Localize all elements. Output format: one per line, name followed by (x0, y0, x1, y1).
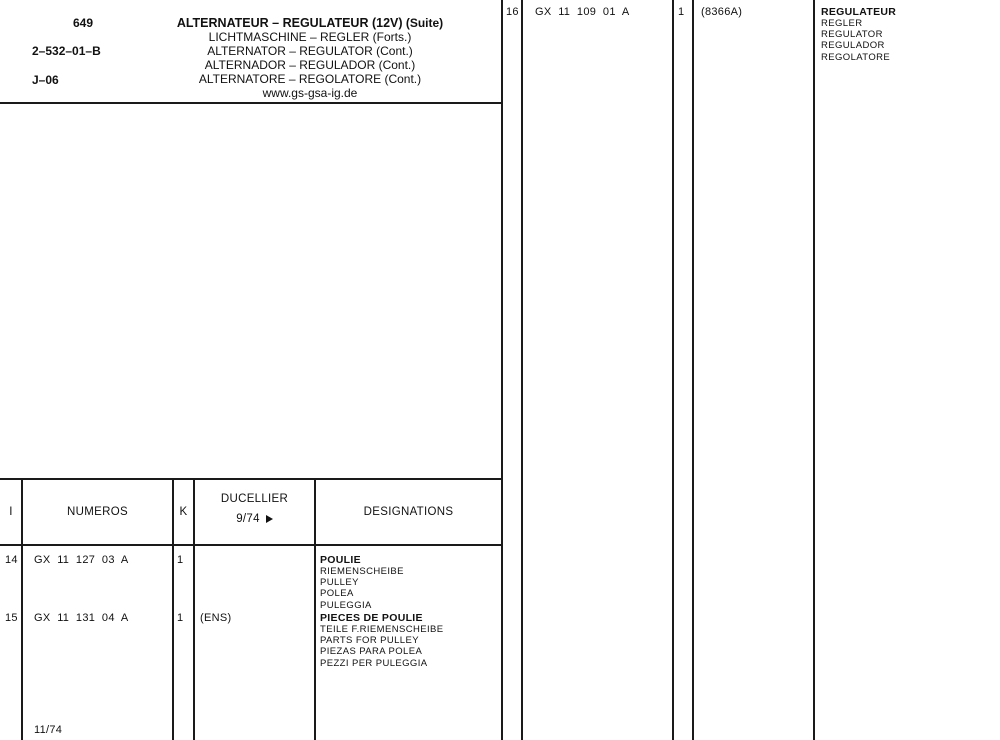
row-16-designation-main: REGULATEUR (821, 6, 897, 18)
row-16-designation-it: REGOLATORE (821, 51, 891, 63)
colhead-ducellier-date: 9/74 (236, 513, 260, 525)
colhead-ducellier-date-wrap (194, 509, 315, 529)
row-16-designation-de: REGLER (821, 18, 863, 29)
footer-date: 11/74 (34, 724, 63, 736)
title-line-es (140, 58, 480, 72)
arrow-right-icon (266, 515, 273, 523)
row-14-designation-main: POULIE (320, 554, 361, 566)
title-en-main: ALTERNATOR – REGULATOR (207, 44, 373, 58)
row-16-designation-es: REGULADOR (821, 40, 885, 52)
title-fr-suffix: (Suite) (402, 16, 444, 30)
title-fr-main: ALTERNATEUR – REGULATEUR (12V) (176, 16, 403, 30)
row-16-numero: GX 11 109 01 A (535, 6, 630, 18)
title-it-suffix: (Cont.) (381, 72, 422, 86)
title-es-main: ALTERNADOR – REGULADOR (204, 58, 376, 72)
title-line-en (140, 44, 480, 58)
row-14-designation-en: PULLEY (320, 577, 359, 589)
colhead-ducellier (194, 489, 315, 529)
row-14-designation-es: POLEA (320, 588, 354, 600)
row-14-k: 1 (177, 554, 184, 566)
row-16-k: 1 (678, 6, 685, 18)
row-15-numero: GX 11 131 04 A (34, 612, 129, 624)
row-15-designation-en: PARTS FOR PULLEY (320, 635, 419, 647)
row-15-index: 15 (5, 612, 18, 624)
title-en-suffix: (Cont.) (372, 44, 413, 58)
row-16-designation-en: REGULATOR (821, 29, 883, 41)
title-line-fr (140, 16, 480, 30)
row-15-designation-de: TEILE F.RIEMENSCHEIBE (320, 624, 444, 635)
row-16-ducellier: (8366A) (701, 6, 743, 18)
row-15-designation-es: PIEZAS PARA POLEA (320, 646, 423, 658)
title-es-suffix: (Cont.) (375, 58, 416, 72)
colhead-index: I (9, 506, 13, 518)
row-14-index: 14 (5, 554, 18, 566)
row-15-ducellier: (ENS) (200, 612, 232, 624)
row-15-k: 1 (177, 612, 184, 624)
colhead-ducellier-name: DUCELLIER (220, 493, 289, 505)
table-header-bottom-rule (0, 544, 502, 546)
row-14-designation (320, 554, 404, 611)
section-code: J–06 (32, 73, 59, 87)
title-line-it (140, 72, 480, 86)
table-header-top-rule (0, 478, 502, 480)
title-line-de (140, 30, 480, 44)
reference-code: 2–532–01–B (32, 44, 101, 58)
right-col-divider-ducellier (813, 0, 815, 740)
row-14-numero: GX 11 127 03 A (34, 554, 129, 566)
row-16-index: 16 (506, 6, 519, 18)
page-number: 649 (73, 16, 94, 30)
row-15-designation (320, 612, 443, 669)
right-col-divider-numeros (672, 0, 674, 740)
title-de-main: LICHTMASCHINE – REGLER (208, 30, 370, 44)
row-14-designation-de: RIEMENSCHEIBE (320, 566, 404, 577)
row-15-designation-main: PIECES DE POULIE (320, 612, 423, 624)
colhead-k: K (179, 506, 188, 518)
website-url[interactable]: www.gs-gsa-ig.de (262, 86, 358, 100)
row-15-designation-it: PEZZI PER PULEGGIA (320, 657, 428, 669)
header-bottom-rule (0, 102, 502, 104)
right-col-divider-k (692, 0, 694, 740)
right-col-divider-index (521, 0, 523, 740)
colhead-numeros: NUMEROS (67, 506, 128, 518)
row-14-designation-it: PULEGGIA (320, 599, 372, 611)
title-de-suffix: (Forts.) (369, 30, 412, 44)
title-it-main: ALTERNATORE – REGOLATORE (198, 72, 382, 86)
left-panel-right-border (501, 0, 503, 740)
row-16-designation (821, 6, 896, 63)
colhead-designations: DESIGNATIONS (363, 506, 454, 518)
